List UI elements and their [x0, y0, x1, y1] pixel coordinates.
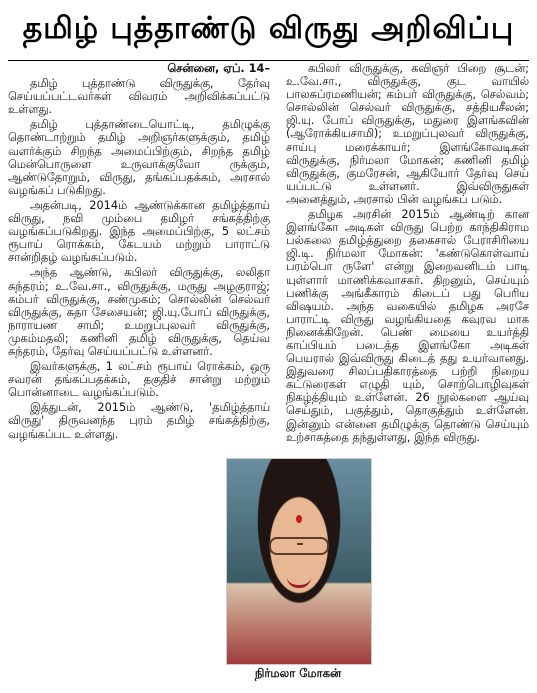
left-paragraph-1: தமிழ் புத்தாண்டு விருதுக்கு, தேர்வு செய்யப்பட்டவர்கள் விவரம் அறிவிக்கப்பட்டு உள்ளது.	[8, 77, 270, 117]
left-paragraph-5: இவர்களுக்கு, 1 லட்சம் ரூபாய் ரொக்கம், ஒரு சவரன் தங்கப்பதக்கம், தகுதிச் சான்று மற்றும் பொன்னாடை வழங்கப்படும்.	[8, 360, 270, 400]
glasses-shape	[269, 537, 329, 555]
photo-caption: நிர்மலா மோகன்	[254, 666, 342, 680]
right-paragraph-2: தமிழக அரசின் 2015ம் ஆண்டிற் கான இளங்கோ அடிகள் விருது பெற்ற காந்திகிராம பல்கலை தமிழ்த்துறை தகைசால் பேராசிரியை ஜி.டி. நிர்மலா மோகன்: 'கண்டுகொள்வாய் பரம்பொ ருளே' என்று இறைவனிடம் பாடி யுள்ளார் மாணிக்கவாசகர். திறனும், செய்யும் பணிக்கு அங்கீகாரம் கிடைப் பது பெரிய விஷயம். அந்த வகையில் தமிழக அரசே பாராட்டி விருது வழங்கியதை கவுரவ மாக நினைக்கிறேன். பெண் மையை உயர்த்தி காப்பியம் படைத்த இளங்கோ அடிகள் பெயரால் இவ்விருது கிடைத் தது உயர்வானது. இதுவரை சிலப்பதிகாரத்தை பற்றி நிறைய கட்டுரைகள் எழுதி யும், சொற்பொழிவுகள் நிகழ்த்தியும் உள்ளேன். 26 நூல்களை ஆய்வு செய்தும், பகுத்தும், தொகுத்தும் உள்ளேன். இன்னும் என்னை தமிழுக்கு தொண்டு செய்யும் உற்சாகத்தை தந்துள்ளது, இந்த விருது.	[286, 208, 529, 444]
portrait-photo	[226, 458, 372, 665]
left-paragraph-4: அந்த ஆண்டு, கபிலர் விருதுக்கு, லலிதா சுந்தரம்; உ.வே.சா., விருதுக்கு, மருது அழகுராஜ்; கம்பர் விருதுக்கு, சண்முகம்; சொல்லின் செல்வர் விருதுக்கு, சுதா சேசையன்; ஜி.யு.போப் விருதுக்கு, நாராயண சாமி; உமறுப்புலவர் விருதுக்கு, முகம்மதலி; கணினி தமிழ் விருதுக்கு, தெய்வ சுந்தரம், தேர்வு செய்யப்பட்டு உள்ளனர்.	[8, 266, 270, 358]
left-paragraph-2: தமிழ் புத்தாண்டையொட்டி, தமிழுக்கு தொண்டாற்றும் தமிழ் அறிஞர்களுக்கும், தமிழ் வளர்க்கும் சிறந்த அமைப்பிற்கும், சிறந்த தமிழ் மென்பொருளை உருவாக்குவோ ருக்கும், ஆண்டுதோறும், விருது, தங்கப்பதக்கம், அரசால் வழங்கப் படுகிறது.	[8, 118, 270, 197]
left-paragraph-6: இத்துடன், 2015ம் ஆண்டு, 'தமிழ்த்தாய் விருது' திருவனந்த புரம் தமிழ் சங்கத்திற்கு, வழங்கப்பட உள்ளது.	[8, 401, 270, 441]
bindi-mark	[296, 515, 302, 523]
headline: தமிழ் புத்தாண்டு விருது அறிவிப்பு	[22, 11, 515, 46]
right-column	[286, 62, 529, 446]
dateline: சென்னை, ஏப். 14–	[167, 62, 270, 75]
smile-shape	[287, 577, 311, 588]
headline-rule	[8, 60, 529, 61]
photo-box	[222, 458, 374, 688]
left-paragraph-3: அதன்படி, 2014ம் ஆண்டுக்கான தமிழ்த்தாய் விருது, நவி மும்பை தமிழர் சங்கத்திற்கு வழங்கப்படுகிறது. இந்த அமைப்பிற்கு, 5 லட்சம் ரூபாய் ரொக்கம், கேடயம் மற்றும் பாராட்டு சான்றிதழ் வழங்கப்படும்.	[8, 198, 270, 265]
left-column	[8, 62, 270, 443]
right-paragraph-1: கபிலர் விருதுக்கு, கவிஞர் பிறை சூடன்; உ.வே.சா., விருதுக்கு, குட வாயில் பாலசுப்ரமணியன்; கம்பர் விருதுக்கு, செல்வம்; சொல்லின் செல்வர் விருதுக்கு, சத்தியசீலன்; ஜி.யு. போப் விருதுக்கு, மதுரை இளங்கவின் (ஆரோக்கியசாமி); உமறுப்புலவர் விருதுக்கு, சாய்பு மரைக்காயர்; இளங்கோவடிகள் விருதுக்கு, நிர்மலா மோகன்; கணினி தமிழ் விருதுக்கு, குமரேசன், ஆகியோர் தேர்வு செய் யப்பட்டு உள்ளனர். இவ்விருதுகள் அனைத்தும், அரசால் பின் வழங்கப் படும்.	[286, 62, 529, 206]
